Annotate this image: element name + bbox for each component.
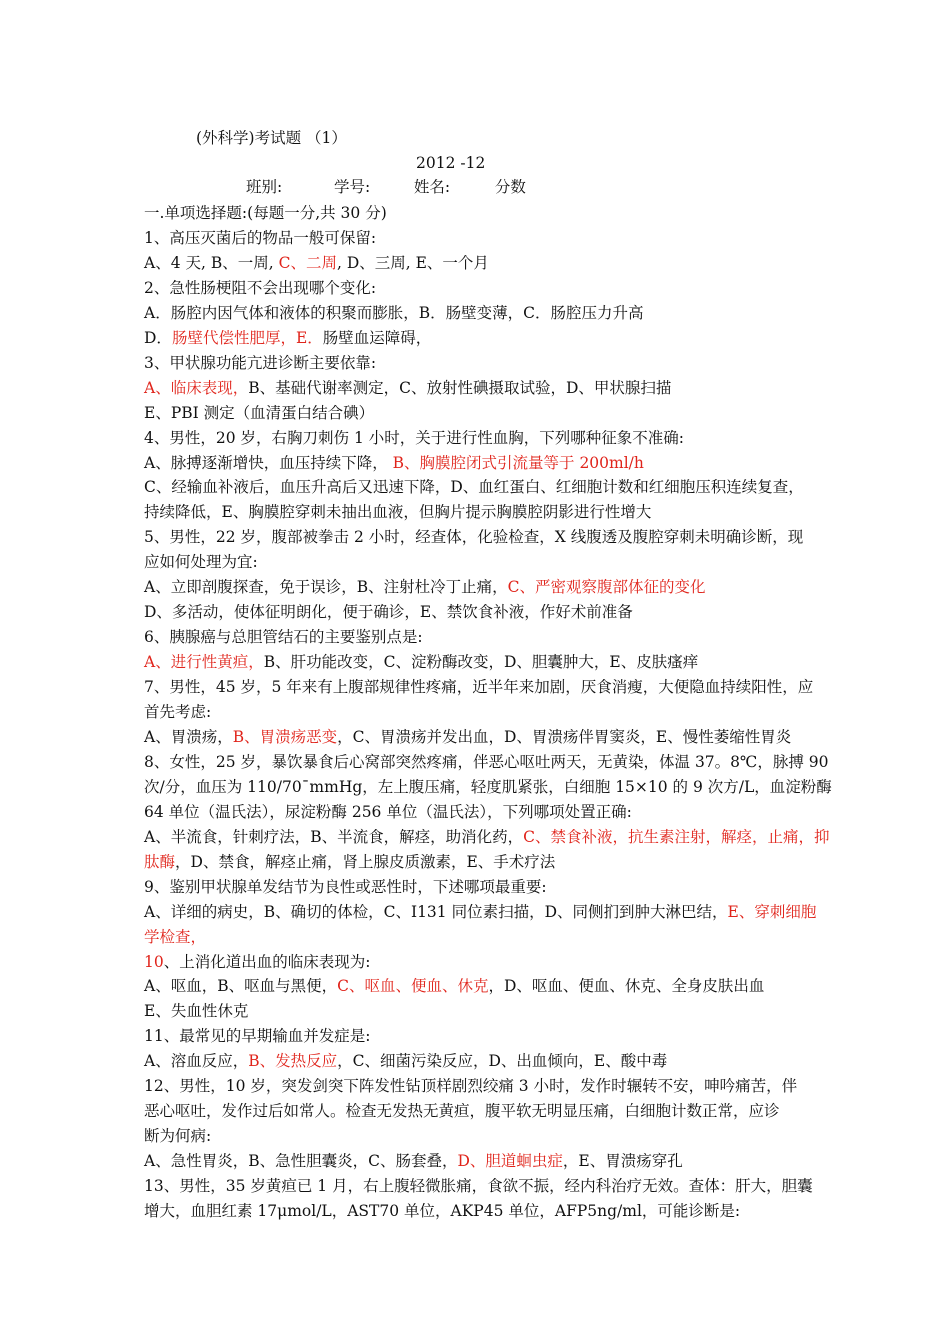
- text-segment: ，C、胃溃疡并发出血，D、胃溃疡伴胃窦炎，E、慢性萎缩性胃炎: [337, 727, 792, 746]
- text-segment: A、4 天, B、一周,: [144, 253, 279, 272]
- answer-highlight: C、呕血、便血、休克: [337, 977, 489, 996]
- text-line: [144, 727, 791, 747]
- text-segment: D．: [144, 328, 172, 347]
- text-line: [144, 627, 423, 647]
- text-segment: B、基础代谢率测定，C、放射性碘摄取试验，D、甲状腺扫描: [248, 378, 672, 397]
- text-segment: 应如何处理为宜:: [144, 553, 258, 572]
- text-segment: 6、胰腺癌与总胆管结石的主要鉴别点是:: [144, 628, 423, 647]
- text-segment: A．肠腔内因气体和液体的积聚而膨胀，B．肠壁变薄，C．肠腔压力升高: [144, 303, 644, 322]
- text-line: [144, 702, 211, 722]
- text-segment: 12、男性，10 岁，突发剑突下阵发性钻顶样剧烈绞痛 3 小时，发作时辗转不安，呻吟痛苦，伴: [144, 1077, 798, 1096]
- answer-highlight: A、进行性黄疸，: [144, 653, 264, 672]
- text-segment: 首先考虑:: [144, 703, 212, 721]
- text-segment: ，D、禁食，解痉止痛，肾上腺皮质激素，E、手术疗法: [175, 852, 556, 871]
- answer-highlight: 学检查，: [144, 927, 207, 946]
- text-line: [144, 777, 832, 797]
- text-line: [144, 1151, 683, 1171]
- text-segment: A、胃溃疡，: [144, 727, 233, 746]
- text-line: [144, 1101, 780, 1121]
- text-line: [144, 253, 489, 273]
- text-line: [144, 278, 376, 298]
- text-line: [144, 976, 764, 996]
- score-label: 分数: [494, 178, 526, 196]
- answer-highlight: E、穿刺细胞: [727, 902, 817, 921]
- text-segment: 恶心呕吐，发作过后如常人。检查无发热无黄疸，腹平软无明显压痛，白细胞计数正常，应诊: [144, 1102, 780, 1121]
- text-line: [144, 228, 376, 248]
- answer-highlight: B、胃溃疡恶变: [232, 727, 338, 746]
- text-segment: C、经输血补液后，血压升高后又迅速下降，D、血红蛋白、红细胞计数和红细胞压积连续复查，: [144, 478, 804, 497]
- answer-highlight: C、二周: [278, 253, 337, 272]
- text-line: [144, 877, 547, 897]
- text-line: [144, 577, 705, 597]
- exam-date: 2012 -12: [416, 154, 486, 172]
- name-label: 姓名:: [413, 178, 451, 196]
- text-segment: 一.单项选择题:(每题一分,共 30 分): [144, 204, 387, 222]
- text-line: [144, 1076, 797, 1096]
- student-info-header: [246, 177, 526, 197]
- student-id-label: 学号:: [333, 178, 371, 196]
- text-line: [144, 827, 829, 847]
- text-segment: 1、高压灭菌后的物品一般可保留:: [144, 228, 377, 247]
- text-line: [144, 802, 632, 822]
- text-segment: 肠壁血运障碍，: [322, 328, 432, 347]
- text-segment: 2、急性肠梗阻不会出现哪个变化:: [144, 278, 377, 297]
- text-segment: 持续降低，E、胸膜腔穿刺未抽出血液，但胸片提示胸膜腔阴影进行性增大: [144, 503, 652, 522]
- text-line: [144, 378, 671, 398]
- text-line: [144, 752, 829, 772]
- text-segment: ，C、细菌污染反应，D、出血倾向，E、酸中毒: [337, 1052, 668, 1071]
- class-label: 班别:: [246, 178, 283, 196]
- text-segment: 次/分，血压为 110/70¯mmHg，左上腹压痛，轻度肌紧张，白细胞 15×10 的 9 次方/L，血淀粉酶: [144, 777, 832, 796]
- text-line: [144, 677, 813, 697]
- answer-highlight: 10: [144, 952, 164, 971]
- text-segment: B、肝功能改变，C、淀粉酶改变，D、胆囊肿大，E、皮肤瘙痒: [263, 653, 699, 672]
- text-segment: E、PBI 测定（血清蛋白结合碘）: [144, 403, 375, 422]
- text-segment: 断为何病:: [144, 1127, 212, 1146]
- text-line: [144, 353, 376, 373]
- exam-title: (外科学)考试题 （1）: [196, 129, 347, 147]
- text-line: [144, 1026, 370, 1046]
- text-line: [144, 927, 206, 947]
- text-line: [144, 1176, 813, 1196]
- text-line: [144, 652, 698, 672]
- text-segment: 64 单位（温氏法），尿淀粉酶 256 单位（温氏法），下列哪项处置正确:: [144, 802, 632, 821]
- text-line: [144, 203, 387, 223]
- text-line: [144, 428, 684, 448]
- text-segment: 增大，血胆红素 17μmol/L，AST70 单位，AKP45 单位，AFP5ng/ml，可能诊断是:: [144, 1202, 741, 1220]
- text-segment: 、上消化道出血的临床表现为:: [163, 952, 371, 971]
- text-segment: ，E、胃溃疡穿孔: [562, 1152, 683, 1171]
- text-line: [144, 303, 643, 323]
- text-line: [144, 477, 804, 497]
- text-line: [144, 403, 374, 423]
- text-line: [144, 502, 651, 522]
- text-segment: A、呕血，B、呕血与黑便，: [144, 977, 338, 996]
- text-line: [144, 453, 644, 473]
- text-line: [144, 552, 258, 572]
- text-segment: 8、女性，25 岁，暴饮暴食后心窝部突然疼痛，伴恶心呕吐两天，无黄染，体温 37。8℃，脉搏 90: [144, 752, 829, 771]
- text-segment: 7、男性，45 岁，5 年来有上腹部规律性疼痛，近半年来加剧，厌食消瘦，大便隐血持续阳性，应: [144, 678, 814, 697]
- text-segment: A、溶血反应，: [144, 1052, 249, 1071]
- answer-highlight: B、胸膜腔闭式引流量等于 200ml/h: [392, 453, 644, 472]
- text-segment: 4、男性，20 岁，右胸刀刺伤 1 小时，关于进行性血胸，下列哪种征象不准确:: [144, 428, 684, 447]
- text-segment: 5、男性，22 岁，腹部被拳击 2 小时，经查体，化验检查，X 线腹透及腹腔穿刺未明确诊断，现: [144, 528, 804, 547]
- text-segment: A、半流食，针刺疗法，B、半流食，解痉，助消化药，: [144, 827, 524, 846]
- text-segment: A、立即剖腹探查，免于误诊，B、注射杜冷丁止痛，: [144, 578, 508, 597]
- answer-highlight: C、禁食补液，抗生素注射，解痉，止痛，抑: [523, 827, 830, 846]
- text-segment: ，D、呕血、便血、休克、全身皮肤出血: [488, 977, 765, 996]
- text-segment: 3、甲状腺功能亢进诊断主要依靠:: [144, 353, 377, 372]
- answer-highlight: 肠壁代偿性肥厚，E．: [171, 328, 323, 347]
- text-segment: 11、最常见的早期输血并发症是:: [144, 1027, 371, 1046]
- text-line: [144, 1051, 667, 1071]
- text-line: [144, 527, 803, 547]
- text-line: [144, 328, 431, 348]
- text-line: [144, 902, 816, 922]
- answer-highlight: 肽酶: [144, 852, 176, 871]
- text-segment: , D、三周, E、一个月: [336, 253, 489, 272]
- answer-highlight: D、胆道蛔虫症: [457, 1152, 563, 1171]
- text-line: [144, 952, 370, 972]
- text-line: [144, 852, 555, 872]
- text-segment: 9、鉴别甲状腺单发结节为良性或恶性时，下述哪项最重要:: [144, 877, 547, 896]
- text-line: [144, 1126, 211, 1146]
- text-line: [144, 602, 633, 622]
- text-segment: A、详细的病史，B、确切的体检，C、I131 同位素扫描，D、同侧扪到肿大淋巴结，: [144, 902, 728, 921]
- text-line: [144, 1201, 740, 1221]
- text-segment: D、多活动，使体征明朗化，便于确诊，E、禁饮食补液，作好术前准备: [144, 603, 633, 622]
- text-segment: 13、男性，35 岁黄疸已 1 月，右上腹轻微胀痛，食欲不振，经内科治疗无效。查体：肝大，胆囊: [144, 1177, 813, 1196]
- text-line: [144, 1001, 248, 1021]
- answer-highlight: A、临床表现，: [144, 378, 249, 397]
- answer-highlight: C、严密观察腹部体征的变化: [507, 578, 706, 597]
- text-segment: E、失血性休克: [144, 1002, 249, 1021]
- text-segment: A、急性胃炎，B、急性胆囊炎，C、肠套叠，: [144, 1152, 458, 1171]
- text-segment: A、脉搏逐渐增快，血压持续下降，: [144, 453, 393, 472]
- answer-highlight: B、发热反应: [248, 1052, 338, 1071]
